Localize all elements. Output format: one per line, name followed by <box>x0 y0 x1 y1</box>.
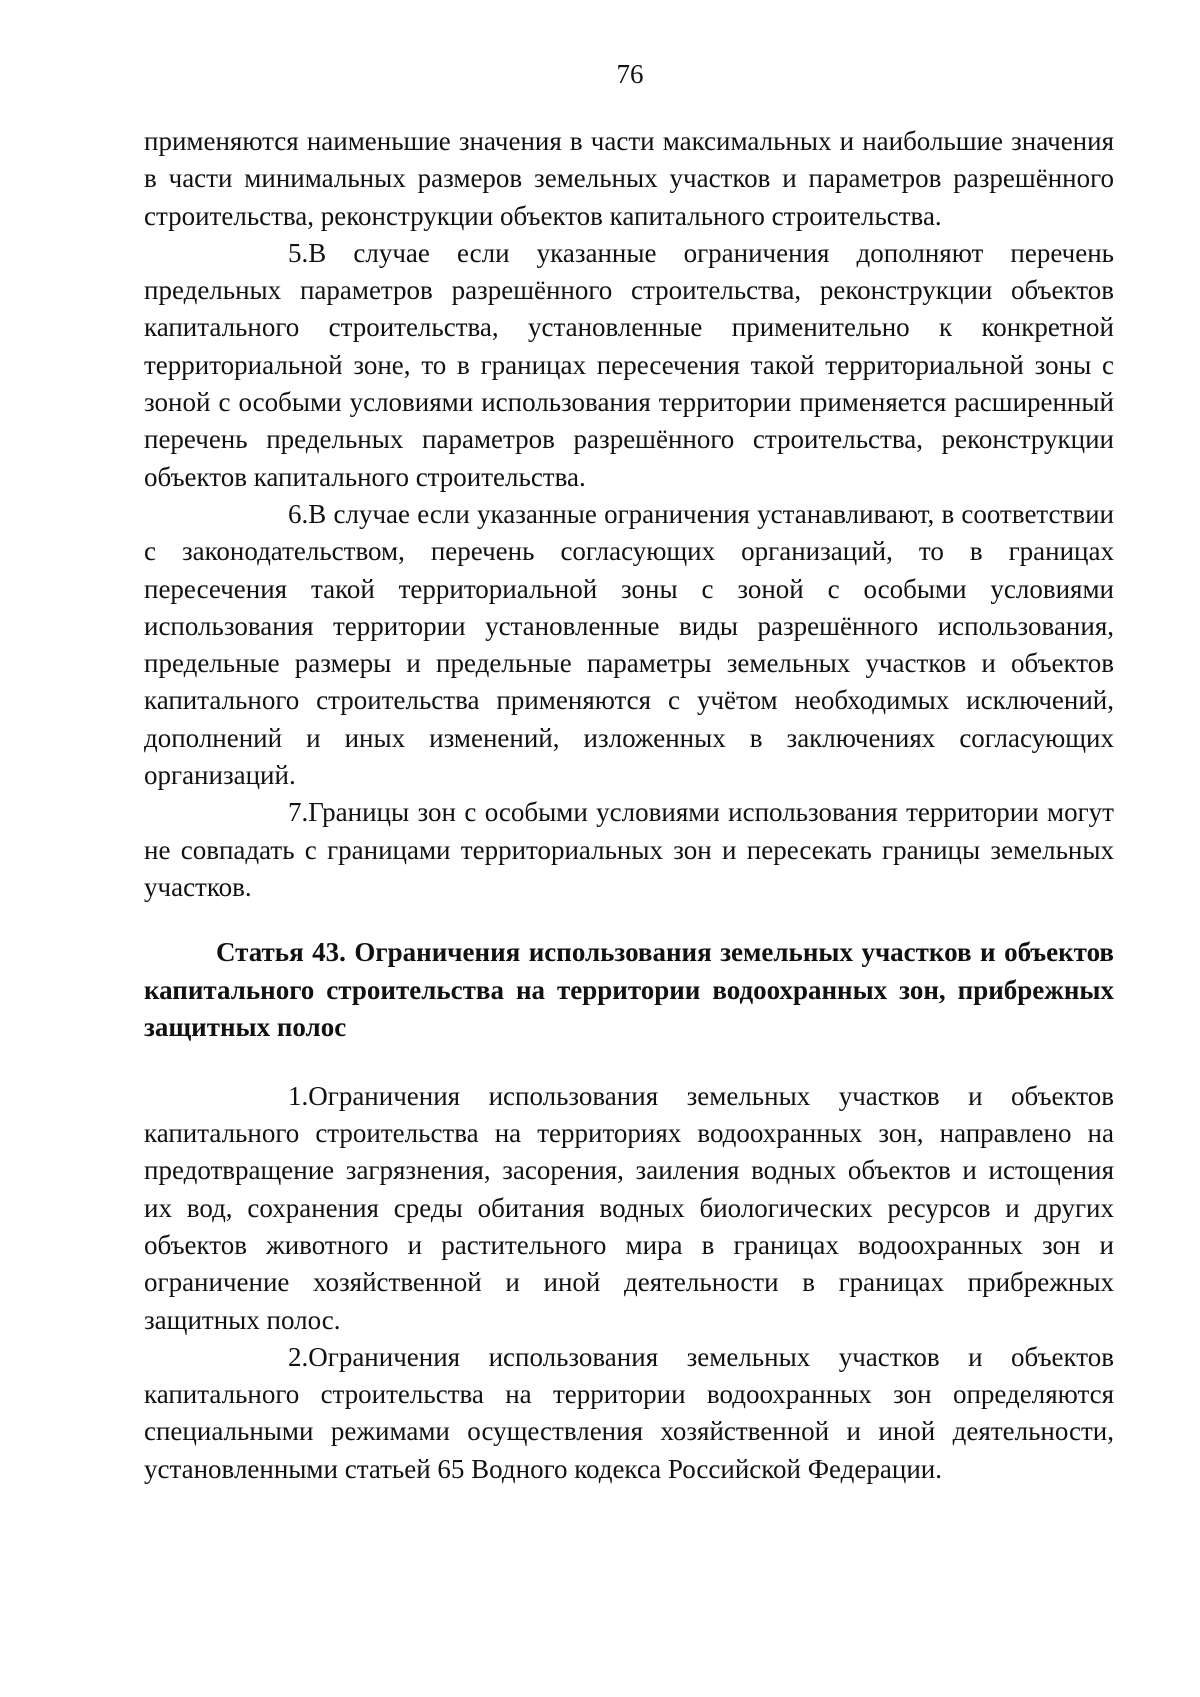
article-paragraph-1 <box>144 1078 1114 1339</box>
paragraph-text: В случае если указанные ограничения дополняют перечень предельных параметров разрешённого строительства, реконструкции объектов капитального строительства, установленные применительно к конкретной территориальной зоне, то в границах пересечения такой территориальной зоны с зоной с особыми условиями использования территории применяется расширенный перечень предельных параметров разрешённого строительства, реконструкции объектов капитального строительства. <box>144 237 1114 492</box>
paragraph-text: В случае если указанные ограничения устанавливают, в соответствии с законодательством, перечень согласующих организаций, то в границах пересечения такой территориальной зоны с зоной с особыми условиями использования территории установленные виды разрешённого использования, предельные размеры и предельные параметры земельных участков и объектов капитального строительства применяются с учётом необходимых исключений, дополнений и иных изменений, изложенных в заключениях согласующих организаций. <box>144 498 1114 791</box>
document-body <box>144 123 1114 1488</box>
paragraph-7 <box>144 794 1114 906</box>
article-heading: Статья 43. Ограничения использования земельных участков и объектов капитального строительства на территории водоохранных зон, прибрежных защитных полос <box>144 937 1114 1043</box>
paragraph-number: 1. <box>288 1080 309 1111</box>
paragraph-number: 5. <box>288 237 309 268</box>
paragraph-text: применяются наименьшие значения в части максимальных и наибольшие значения в части минимальных размеров земельных участков и параметров разрешённого строительства, реконструкции объектов капитального строительства. <box>144 126 1114 231</box>
paragraph-number: 2. <box>288 1341 309 1372</box>
paragraph-continuation <box>144 123 1114 235</box>
article-paragraph-2 <box>144 1339 1114 1488</box>
paragraph-6 <box>144 496 1114 794</box>
paragraph-5 <box>144 235 1114 496</box>
paragraph-text: Ограничения использования земельных участков и объектов капитального строительства на территории водоохранных зон определяются специальными режимами осуществления хозяйственной и иной деятельности, установленными статьей 65 Водного кодекса Российской Федерации. <box>144 1341 1114 1484</box>
paragraph-number: 7. <box>288 797 309 828</box>
paragraph-text: Границы зон с особыми условиями использования территории могут не совпадать с границами территориальных зон и пересекать границы земельных участков. <box>144 797 1114 902</box>
page-number: 76 <box>616 59 644 89</box>
paragraph-number: 6. <box>288 498 309 529</box>
paragraph-text: Ограничения использования земельных участков и объектов капитального строительства на территориях водоохранных зон, направлено на предотвращение загрязнения, засорения, заиления водных объектов и истощения их вод, сохранения среды обитания водных биологических ресурсов и других объектов животного и растительного мира в границах водоохранных зон и ограничение хозяйственной и иной деятельности в границах прибрежных защитных полос. <box>144 1080 1114 1335</box>
